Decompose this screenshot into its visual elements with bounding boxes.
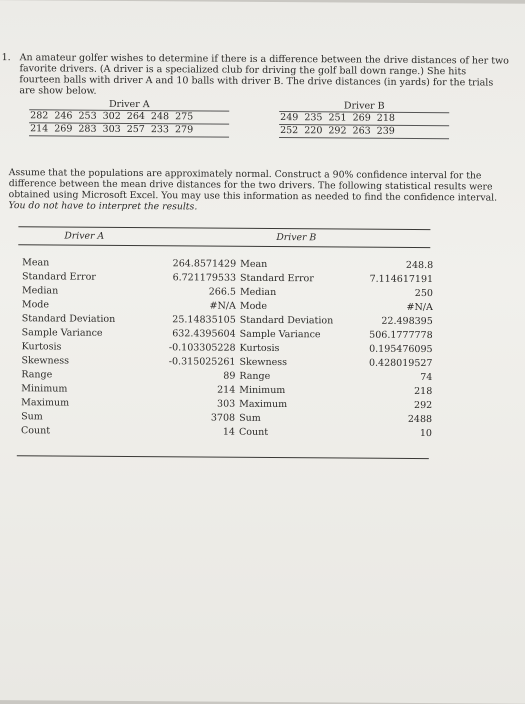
driver-b-stat-label-10: Maximum — [239, 398, 288, 411]
driver-a-stat-label-0: Mean — [22, 257, 50, 269]
driver-a-stat-label-2: Median — [21, 285, 59, 297]
driver-b-stat-value-11: 2488 — [407, 413, 433, 426]
driver-b-stat-label-3: Mode — [239, 300, 268, 312]
driver-b-stat-label-5: Sample Variance — [239, 328, 321, 341]
stats-top-rule — [18, 226, 430, 230]
driver-a-stat-value-12: 14 — [222, 426, 236, 438]
driver-b-stat-labels — [239, 258, 334, 441]
driver-a-stat-label-3: Mode — [21, 299, 50, 311]
driver-a-table-title: Driver A — [108, 98, 150, 111]
driver-a-stat-value-9: 214 — [217, 384, 236, 396]
driver-b-stat-value-7: 0.428019527 — [368, 357, 433, 370]
driver-b-stat-value-2: 250 — [414, 287, 433, 300]
stats-header-driver-a: Driver A — [64, 230, 105, 242]
driver-b-stat-value-4: 22.498395 — [381, 315, 433, 328]
driver-a-stat-value-1: 6.721179533 — [172, 272, 237, 284]
problem-1 — [1, 52, 509, 97]
problem-statement: An amateur golfer wishes to determine if there is a difference between the drive distances of her two favorite drivers. (A driver is a specialized club for driving the golf ball down range.) She hits fourteen balls with driver A and 10 balls with driver B. The drive distances (in yards) for the trials are show below. — [19, 52, 509, 97]
driver-a-stat-values — [155, 257, 236, 440]
driver-a-stat-value-4: 25.14835105 — [172, 314, 236, 326]
driver-a-stat-label-4: Standard Deviation — [21, 313, 116, 325]
stats-bottom-rule — [17, 455, 429, 459]
stats-header-rule — [18, 244, 430, 248]
driver-a-stat-label-1: Standard Error — [22, 271, 96, 283]
driver-b-stat-value-10: 292 — [414, 399, 433, 412]
driver-b-stat-label-9: Minimum — [239, 384, 286, 397]
driver-b-stat-value-5: 506.1777778 — [369, 329, 433, 342]
driver-a-stat-value-3: #N/A — [209, 300, 236, 312]
driver-a-row-2: 214 269 283 303 257 233 279 — [29, 122, 229, 137]
assumption-paragraph — [9, 167, 509, 214]
driver-b-stat-value-9: 218 — [414, 385, 433, 398]
driver-b-stat-value-8: 74 — [420, 372, 433, 384]
driver-b-row-2: 252 220 292 263 239 — [279, 124, 449, 139]
driver-a-stat-label-10: Maximum — [21, 397, 70, 409]
driver-a-stat-label-11: Sum — [21, 411, 43, 423]
driver-b-row-1: 249 235 251 269 218 — [279, 111, 449, 125]
driver-a-stat-value-7: -0.315025261 — [168, 356, 236, 368]
driver-a-stat-label-5: Sample Variance — [21, 327, 103, 339]
driver-a-stat-value-10: 303 — [217, 398, 236, 410]
driver-a-stat-value-11: 3708 — [210, 412, 236, 424]
driver-a-stat-value-0: 264.8571429 — [172, 258, 237, 270]
driver-a-stat-value-6: -0.103305228 — [168, 342, 236, 354]
problem-number: 1. — [1, 52, 11, 64]
driver-b-stat-label-8: Range — [239, 370, 271, 382]
assumption-italic-note: You do not have to interpret the results. — [8, 200, 198, 213]
driver-a-stat-label-8: Range — [21, 369, 53, 381]
driver-a-stat-label-7: Skewness — [21, 355, 70, 367]
driver-b-stat-values — [362, 259, 433, 441]
driver-a-stat-value-5: 632.4395604 — [172, 328, 236, 340]
driver-b-stat-value-3: #N/A — [406, 301, 433, 314]
driver-b-stat-value-12: 10 — [419, 428, 433, 440]
stats-header-driver-b: Driver B — [276, 232, 317, 244]
driver-a-stat-value-8: 89 — [223, 370, 236, 382]
driver-a-stat-label-12: Count — [20, 425, 51, 437]
driver-a-stat-label-9: Minimum — [21, 383, 68, 395]
driver-a-stat-labels — [21, 256, 116, 439]
driver-b-stat-value-6: 0.195476095 — [369, 343, 433, 356]
driver-b-stat-label-7: Skewness — [239, 356, 288, 369]
driver-a-stat-label-6: Kurtosis — [21, 341, 62, 353]
driver-b-stat-label-11: Sum — [239, 412, 261, 424]
driver-a-data-table — [29, 98, 229, 137]
driver-b-stat-value-1: 7.114617191 — [369, 273, 434, 286]
driver-b-stat-value-0: 248.8 — [405, 259, 434, 272]
driver-a-row-1: 282 246 253 302 264 248 275 — [29, 109, 229, 123]
driver-b-stat-label-0: Mean — [240, 258, 268, 270]
driver-b-stat-label-2: Median — [239, 286, 277, 299]
driver-b-stat-label-1: Standard Error — [240, 272, 314, 285]
driver-b-data-table — [279, 100, 449, 139]
driver-b-stat-label-6: Kurtosis — [239, 342, 280, 355]
assumption-text: Assume that the populations are approximately normal. Construct a 90% confidence interval for the difference between the mean drive distances for the two drivers. The following statistical results were obtained using Microsoft Excel. You may use this information as needed to find the confidence interval. — [8, 167, 498, 204]
driver-b-stat-label-4: Standard Deviation — [239, 314, 334, 327]
driver-b-table-title: Driver B — [343, 100, 385, 112]
driver-b-stat-label-12: Count — [238, 426, 269, 438]
driver-a-stat-value-2: 266.5 — [208, 286, 237, 298]
